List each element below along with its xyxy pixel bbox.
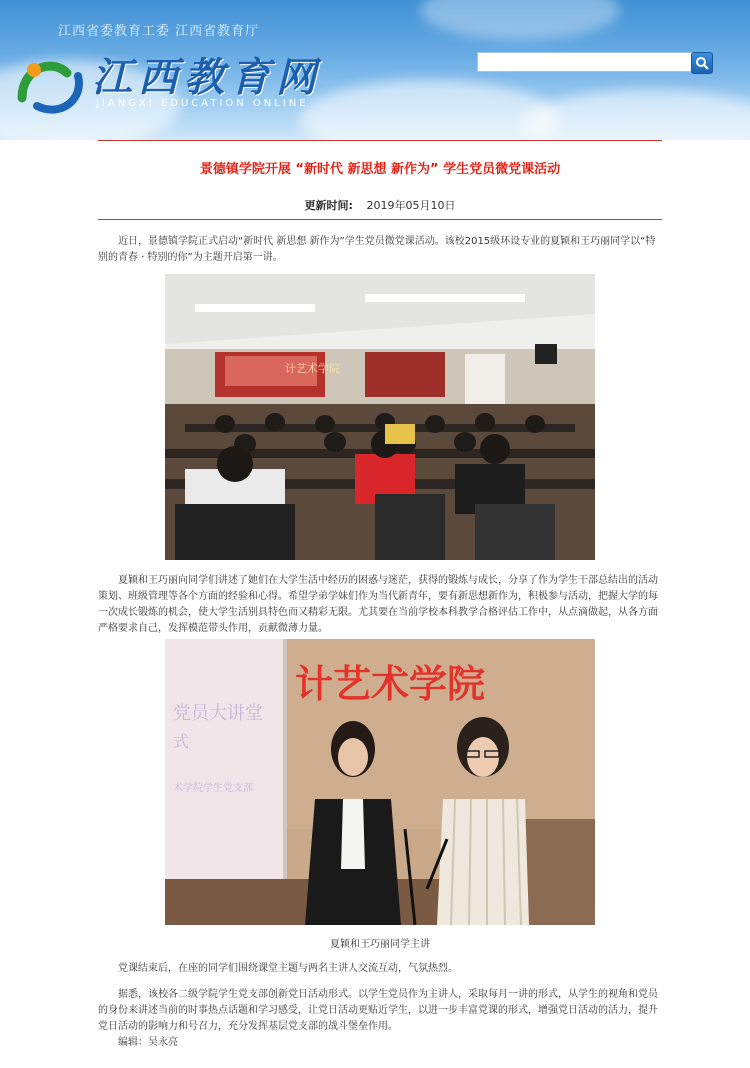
screen-text-line3: 术学院学生党支部 (173, 783, 253, 794)
speakers-photo (165, 639, 595, 925)
photo-caption: 夏颖和王巧丽同学主讲 (330, 939, 430, 950)
update-date: 2019年05月10日 (366, 199, 456, 212)
search-icon (695, 56, 709, 70)
site-header (0, 0, 750, 140)
cloud-decoration (420, 0, 620, 40)
wall-banner-text: 计艺术学院 (295, 664, 486, 706)
article-paragraph-1: 近日，景德镇学院正式启动“新时代 新思想 新作为”学生党员微党课活动。该校2015级环设专业的夏颖和王巧丽同学以“特别的青春 · 特别的你”为主题开启第一讲。 (98, 236, 656, 263)
organization-label: 江西省委教育工委 江西省教育厅 (58, 24, 260, 39)
site-logo-title[interactable]: 江西教育网 (92, 54, 322, 101)
update-time-label: 更新时间: (304, 199, 353, 212)
site-logo-subtitle: JIANGXI EDUCATION ONLINE (96, 98, 309, 109)
cloud-decoration (520, 90, 750, 140)
article-paragraph-2: 夏颖和王巧丽向同学们讲述了她们在大学生活中经历的困惑与迷茫，获得的锻炼与成长，分享了作为学生干部总结出的活动策划、班级管理等各个方面的经验和心得。希望学弟学妹们作为当代新青年，要有新思想新作为，积极参与活动，把握大学的每一次成长锻炼的机会，使大学生活别具特色而又精彩无限。尤其要在当前学校本科教学合格评估工作中，从点滴做起，从各方面严格要求自己，发挥模范带头作用，贡献微薄力量。 (98, 575, 658, 634)
article-paragraph-4: 据悉，该校各二级学院学生党支部创新党日活动形式。以学生党员作为主讲人，采取每月一讲的形式，从学生的视角和党员的身份来讲述当前的时事热点话题和学习感受，让党日活动更贴近学生，以进一步丰富党课的形式，增强党日活动的活力，提升党日活动的影响力和号召力，充分发挥基层党支部的战斗堡垒作用。 (98, 989, 658, 1032)
banner-text: 计艺术学院 (285, 363, 340, 375)
title-top-divider (98, 140, 662, 141)
article (98, 140, 662, 220)
screen-text-line2: 式 (173, 734, 190, 751)
jiangxi-logo-icon[interactable] (12, 48, 92, 118)
article-meta (98, 197, 662, 213)
search-button[interactable] (691, 52, 713, 74)
screen-text-line1: 党员大讲堂 (173, 703, 263, 723)
lecture-hall-photo (165, 274, 595, 560)
article-title: 景德镇学院开展 “新时代 新思想 新作为” 学生党员微党课活动 (199, 162, 561, 177)
article-paragraph-3: 党课结束后，在座的同学们围绕课堂主题与两名主讲人交流互动，气氛热烈。 (118, 963, 458, 974)
editor-line: 编辑：吴永亮 (118, 1037, 178, 1048)
title-bottom-divider (98, 219, 662, 220)
search-input[interactable] (477, 52, 695, 72)
